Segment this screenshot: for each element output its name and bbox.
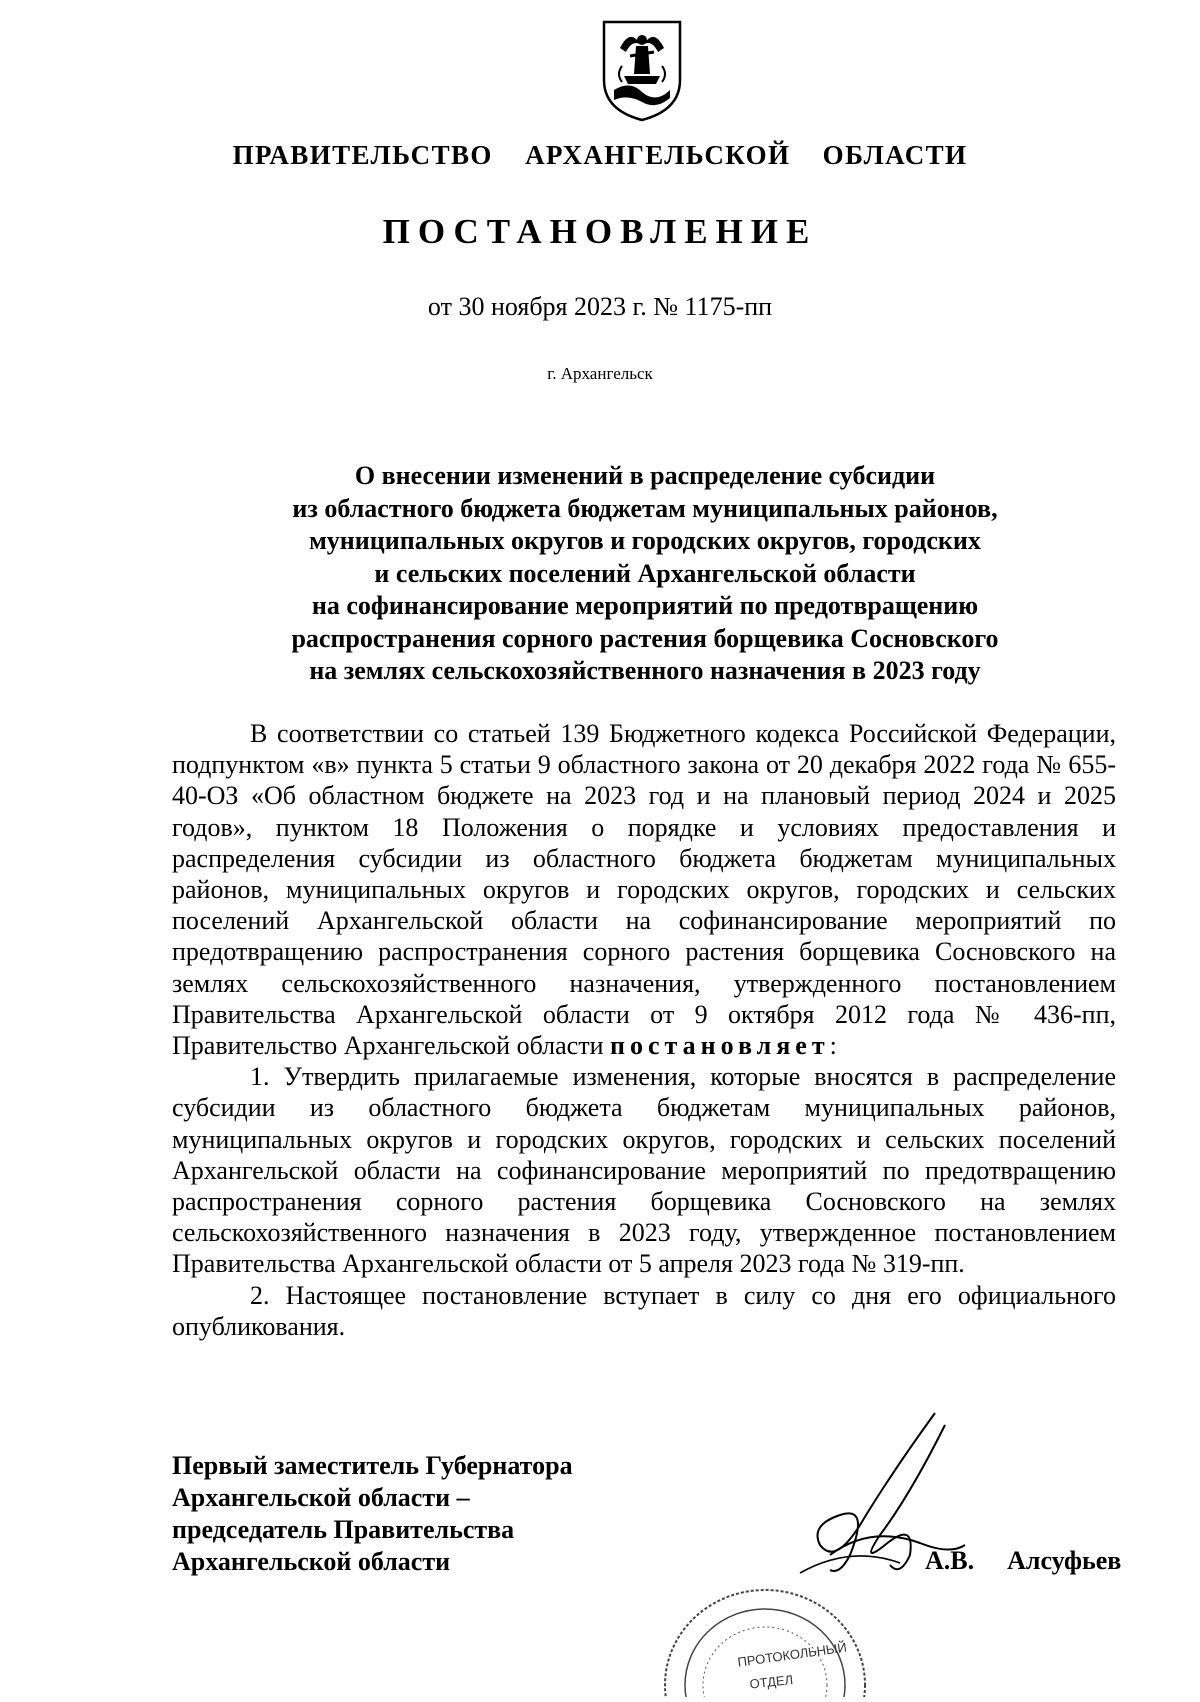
signatory-title-line: Архангельской области [172, 1547, 451, 1576]
subject-line: муниципальных округов и городских округов, городских [309, 526, 981, 555]
subject-line: и сельских поселений Архангельской области [374, 558, 916, 588]
signatory-title [172, 1450, 692, 1578]
document-city: г. Архангельск [547, 364, 653, 383]
protocol-stamp-icon [650, 1545, 880, 1697]
item-2-paragraph: 2. Настоящее постановление вступает в силу со дня его официального опубликования. [172, 1280, 1116, 1341]
subject-line: распространения сорного растения борщевика Сосновского [291, 623, 999, 653]
document-type: ПОСТАНОВЛЕНИЕ [382, 212, 818, 251]
document-subject [170, 460, 1120, 688]
signatory-title-line: председатель Правительства [172, 1515, 515, 1544]
svg-text:ОТДЕЛ: ОТДЕЛ [748, 1672, 794, 1692]
document-date-number: от 30 ноября 2023 г. № 1175-пп [427, 292, 773, 321]
preamble-text: В соответствии со статьей 139 Бюджетного кодекса Российской Федерации, подпунктом «в» пункта 5 статьи 9 областного закона от 20 декабря 2022 года № 655-40-ОЗ «Об областном бюджете на 2023 год и на плановый период 2024 и 2025 годов», пунктом 18 Положения о порядке и условиях предоставления и распределения субсидии из областного бюджета бюджетам муниципальных районов, муниципальных округов и городских округов, городских и сельских поселений Архангельской области на софинансирование мероприятий по предотвращению распространения сорного растения борщевика Сосновского на землях сельскохозяйственного назначения, утвержденного постановлением Правительства Архангельской области от 9 октября 2012 года № 436-пп, Правительство Архангельской области [172, 719, 1116, 1061]
signatory-name: А.В. Алсуфьев [925, 1546, 1122, 1575]
subject-line: из областного бюджета бюджетам муниципальных районов, [292, 493, 998, 523]
organization-title: ПРАВИТЕЛЬСТВО АРХАНГЕЛЬСКОЙ ОБЛАСТИ [232, 140, 968, 170]
coat-of-arms-icon [600, 18, 684, 124]
item-1-paragraph: 1. Утвердить прилагаемые изменения, которые вносятся в распределение субсидии из областного бюджета бюджетам муниципальных районов, муниципальных округов и городских округов, городских и сельских поселений Архангельской области на софинансирование мероприятий по предотвращению распространения сорного растения борщевика Сосновского на землях сельскохозяйственного назначения в 2023 году, утвержденное постановлением Правительства Архангельской области от 5 апреля 2023 года № 319-пп. [172, 1062, 1116, 1279]
subject-line: О внесении изменений в распределение субсидии [354, 461, 936, 490]
document-body [172, 718, 1116, 1342]
resolves-colon: : [829, 1031, 837, 1061]
subject-line: на софинансирование мероприятий по предотвращению [311, 591, 979, 620]
subject-line: на землях сельскохозяйственного назначения в 2023 году [309, 656, 981, 685]
preamble-paragraph [172, 718, 1116, 1061]
signatory-title-line: Архангельской области – [172, 1483, 470, 1512]
resolves-word: постановляет [610, 1031, 830, 1061]
signatory-title-line: Первый заместитель Губернатора [172, 1451, 573, 1480]
svg-text:ПРОТОКОЛЬНЫЙ: ПРОТОКОЛЬНЫЙ [736, 1639, 848, 1670]
